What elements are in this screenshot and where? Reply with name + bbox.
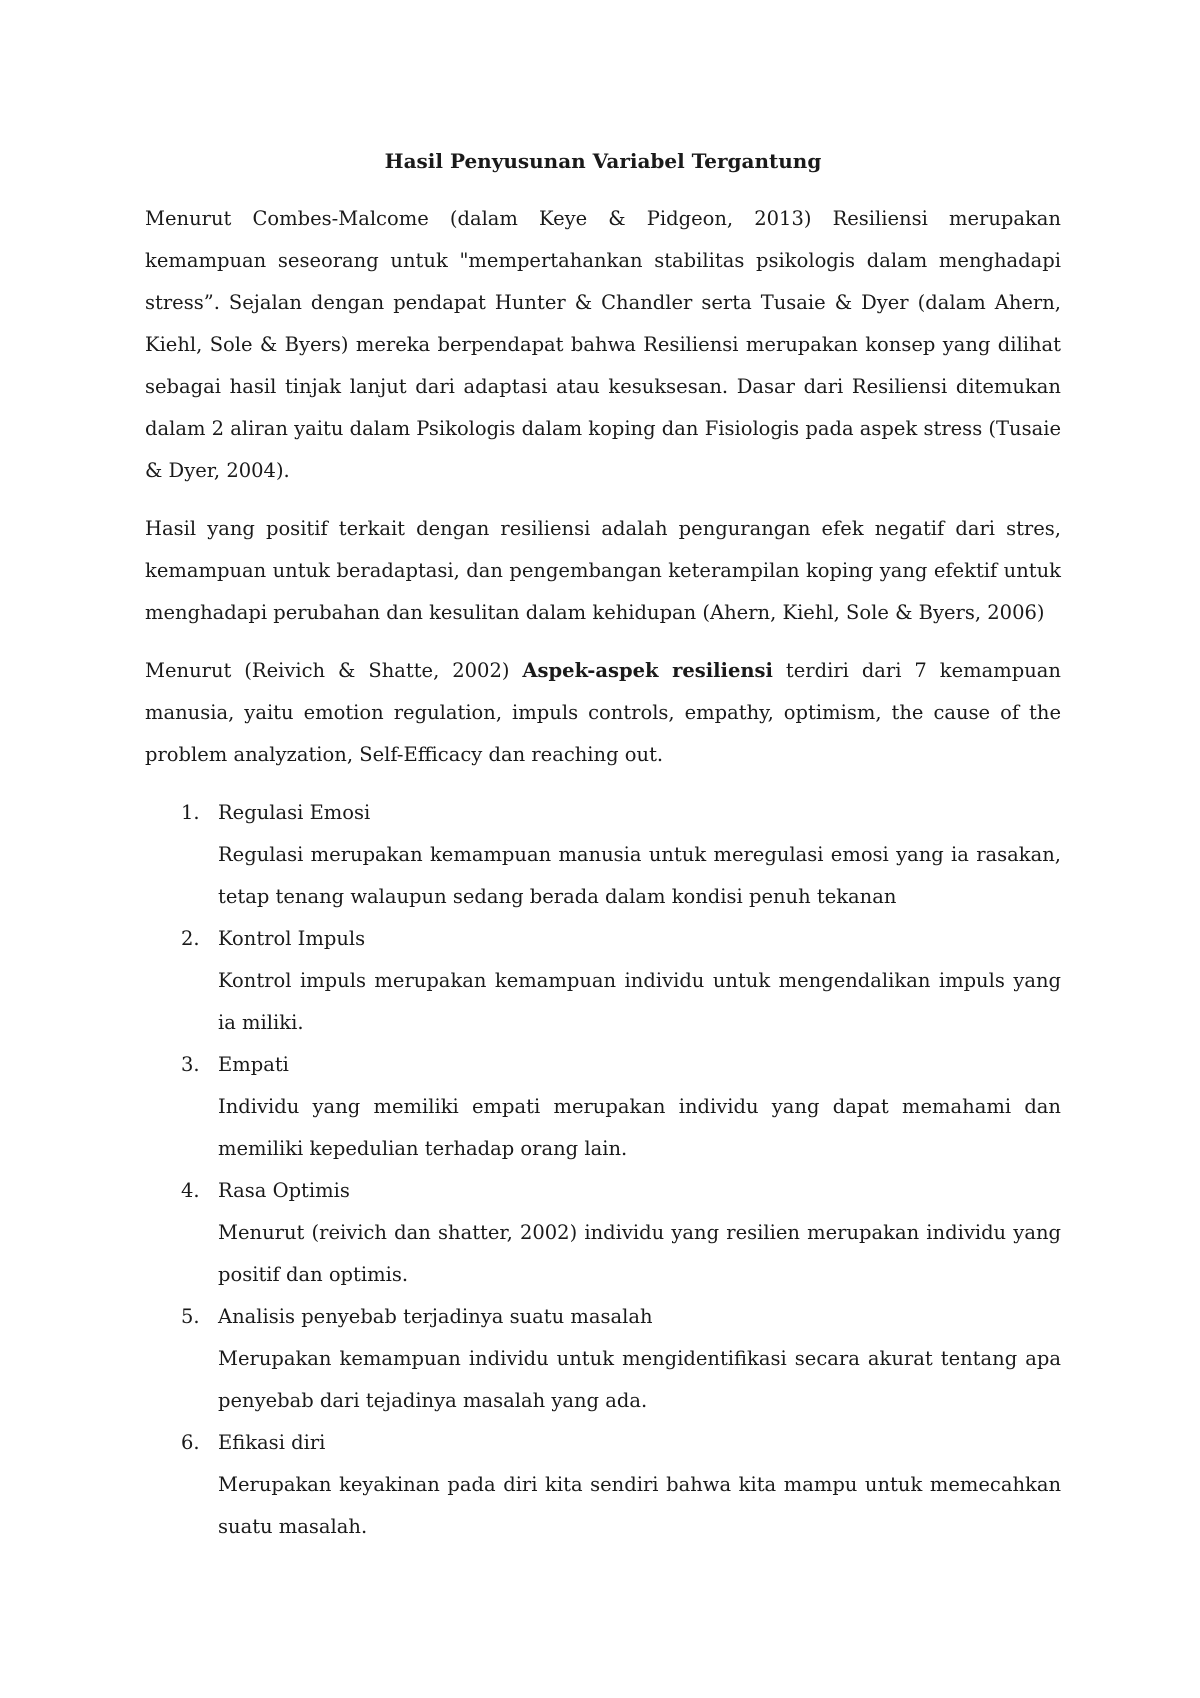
aspects-list — [145, 792, 1061, 1548]
list-item-rasa-optimis — [145, 1170, 1061, 1296]
list-item-number: 6. — [181, 1431, 200, 1454]
list-item-description: Menurut (reivich dan shatter, 2002) individu yang resilien merupakan individu yang positif dan optimis. — [218, 1221, 1061, 1286]
list-item-description: Merupakan kemampuan individu untuk mengidentifikasi secara akurat tentang apa penyebab dari tejadinya masalah yang ada. — [218, 1347, 1061, 1412]
document-title: Hasil Penyusunan Variabel Tergantung — [384, 149, 822, 173]
list-item-number: 3. — [181, 1053, 200, 1076]
list-item-heading: Empati — [218, 1053, 289, 1076]
list-item-empati — [145, 1044, 1061, 1170]
document-page — [145, 140, 1061, 1548]
list-item-heading: Rasa Optimis — [218, 1179, 350, 1202]
list-item-heading: Analisis penyebab terjadinya suatu masalah — [218, 1305, 653, 1328]
list-item-regulasi-emosi — [145, 792, 1061, 918]
list-item-heading: Efikasi diri — [218, 1431, 326, 1454]
list-item-description: Merupakan keyakinan pada diri kita sendiri bahwa kita mampu untuk memecahkan suatu masalah. — [218, 1473, 1061, 1538]
list-item-number: 4. — [181, 1179, 200, 1202]
list-item-number: 1. — [181, 801, 200, 824]
paragraph-aspects-bold-term: Aspek-aspek resiliensi — [522, 659, 773, 682]
paragraph-resilience-definition: Menurut Combes-Malcome (dalam Keye & Pidgeon, 2013) Resiliensi merupakan kemampuan seseorang untuk "mempertahankan stabilitas psikologis dalam menghadapi stress”. Sejalan dengan pendapat Hunter & Chandler serta Tusaie & Dyer (dalam Ahern, Kiehl, Sole & Byers) mereka berpendapat bahwa Resiliensi merupakan konsep yang dilihat sebagai hasil tinjak lanjut dari adaptasi atau kesuksesan. Dasar dari Resiliensi ditemukan dalam 2 aliran yaitu dalam Psikologis dalam koping dan Fisiologis pada aspek stress (Tusaie & Dyer, 2004). — [145, 207, 1061, 482]
paragraph-aspects-intro: Menurut (Reivich & Shatte, 2002) — [145, 659, 523, 682]
list-item-description: Regulasi merupakan kemampuan manusia untuk meregulasi emosi yang ia rasakan, tetap tenang walaupun sedang berada dalam kondisi penuh tekanan — [218, 843, 1061, 908]
paragraph-resilience-aspects — [145, 650, 1061, 776]
list-item-efikasi-diri — [145, 1422, 1061, 1548]
list-item-description: Kontrol impuls merupakan kemampuan individu untuk mengendalikan impuls yang ia miliki. — [218, 969, 1061, 1034]
paragraph-aspects-rest: terdiri dari 7 kemampuan manusia, yaitu emotion regulation, impuls controls, empathy, optimism, the cause of the problem analyzation, Self-Efficacy dan reaching out. — [145, 659, 1061, 766]
list-item-analisis-penyebab — [145, 1296, 1061, 1422]
list-item-heading: Regulasi Emosi — [218, 801, 371, 824]
list-item-description: Individu yang memiliki empati merupakan individu yang dapat memahami dan memiliki kepedulian terhadap orang lain. — [218, 1095, 1061, 1160]
list-item-number: 2. — [181, 927, 200, 950]
list-item-heading: Kontrol Impuls — [218, 927, 366, 950]
paragraph-positive-outcomes: Hasil yang positif terkait dengan resiliensi adalah pengurangan efek negatif dari stres, kemampuan untuk beradaptasi, dan pengembangan keterampilan koping yang efektif untuk menghadapi perubahan dan kesulitan dalam kehidupan (Ahern, Kiehl, Sole & Byers, 2006) — [145, 517, 1061, 624]
list-item-kontrol-impuls — [145, 918, 1061, 1044]
list-item-number: 5. — [181, 1305, 200, 1328]
